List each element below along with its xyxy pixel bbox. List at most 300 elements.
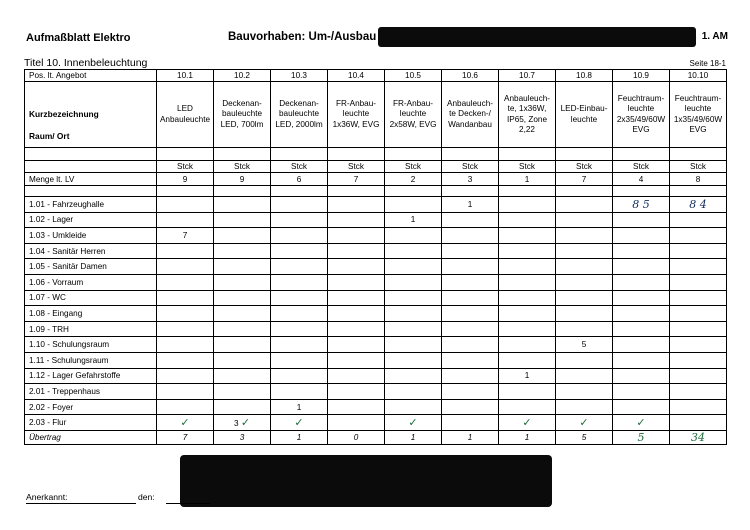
row-12-cell-6 bbox=[442, 368, 499, 384]
row-descriptions bbox=[25, 82, 727, 148]
quantity-lv-cell-9: 4 bbox=[613, 173, 670, 186]
table-row bbox=[25, 352, 727, 368]
handwritten-mark: ✓ bbox=[294, 416, 304, 430]
description-cell-4: FR-Anbau- leuchte 1x36W, EVG bbox=[328, 82, 385, 148]
row-7-cell-3 bbox=[271, 290, 328, 306]
row-3-cell-1 bbox=[157, 228, 214, 244]
row-5-cell-8 bbox=[556, 259, 613, 275]
table-row bbox=[25, 243, 727, 259]
spacer-cell-4 bbox=[328, 148, 385, 161]
table-row bbox=[25, 306, 727, 322]
quantity-lv-label: Menge lt. LV bbox=[25, 173, 157, 186]
room-label-14: 2.02 - Foyer bbox=[25, 399, 157, 415]
gap-cell-3 bbox=[271, 186, 328, 197]
row-2-cell-7 bbox=[499, 212, 556, 228]
cell-value: 3 bbox=[233, 419, 239, 429]
row-9-cell-5 bbox=[385, 321, 442, 337]
row-1-cell-4 bbox=[328, 197, 385, 213]
row-9-cell-4 bbox=[328, 321, 385, 337]
row-11-cell-5 bbox=[385, 352, 442, 368]
carryover-value: 5 bbox=[581, 432, 587, 442]
row-13-cell-1 bbox=[157, 384, 214, 400]
position-header-label: Pos. lt. Angebot bbox=[25, 70, 157, 82]
room-label-4: 1.04 - Sanitär Herren bbox=[25, 243, 157, 259]
row-2-cell-5 bbox=[385, 212, 442, 228]
row-3-cell-2 bbox=[214, 228, 271, 244]
row-2-cell-8 bbox=[556, 212, 613, 228]
carryover-cell-1 bbox=[157, 430, 214, 444]
row-15-cell-10 bbox=[670, 415, 727, 431]
row-5-cell-7 bbox=[499, 259, 556, 275]
row-2-cell-6 bbox=[442, 212, 499, 228]
row-15-cell-1 bbox=[157, 415, 214, 431]
position-cell-2: 10.2 bbox=[214, 70, 271, 82]
handwritten-mark: ✓ bbox=[240, 416, 251, 430]
row-12-cell-7 bbox=[499, 368, 556, 384]
row-9-cell-9 bbox=[613, 321, 670, 337]
cell-value: 1 bbox=[467, 199, 473, 209]
row-5-cell-1 bbox=[157, 259, 214, 275]
row-11-cell-8 bbox=[556, 352, 613, 368]
description-cell-1: LED Anbauleuchte bbox=[157, 82, 214, 148]
room-label-15: 2.03 - Flur bbox=[25, 415, 157, 431]
row-13-cell-7 bbox=[499, 384, 556, 400]
row-15-cell-6 bbox=[442, 415, 499, 431]
row-1-cell-9 bbox=[613, 197, 670, 213]
handwritten-mark: ✓ bbox=[180, 416, 190, 430]
row-9-cell-3 bbox=[271, 321, 328, 337]
position-cell-5: 10.5 bbox=[385, 70, 442, 82]
cell-value: 5 bbox=[581, 340, 587, 350]
table-row bbox=[25, 368, 727, 384]
row-4-cell-8 bbox=[556, 243, 613, 259]
position-cell-1: 10.1 bbox=[157, 70, 214, 82]
cell-value: 1 bbox=[410, 215, 416, 225]
description-cell-10: Feuchtraum- leuchte 1x35/49/60W EVG bbox=[670, 82, 727, 148]
redaction-block-footer bbox=[180, 455, 552, 507]
room-label-9: 1.09 - TRH bbox=[25, 321, 157, 337]
row-1-cell-6 bbox=[442, 197, 499, 213]
row-10-cell-2 bbox=[214, 337, 271, 353]
row-8-cell-8 bbox=[556, 306, 613, 322]
gap-label bbox=[25, 186, 157, 197]
row-11-cell-1 bbox=[157, 352, 214, 368]
gap-cell-10 bbox=[670, 186, 727, 197]
row-8-cell-9 bbox=[613, 306, 670, 322]
description-cell-7: Anbauleuch- te, 1x36W, IP65, Zone 2,22 bbox=[499, 82, 556, 148]
row-9-cell-6 bbox=[442, 321, 499, 337]
position-cell-8: 10.8 bbox=[556, 70, 613, 82]
row-10-cell-6 bbox=[442, 337, 499, 353]
handwritten-mark: ✓ bbox=[636, 416, 646, 430]
position-cell-9: 10.9 bbox=[613, 70, 670, 82]
acknowledged-label: Anerkannt: bbox=[26, 492, 68, 502]
row-1-cell-1 bbox=[157, 197, 214, 213]
unit-cell-1: Stck bbox=[157, 161, 214, 173]
quantity-lv-cell-10: 8 bbox=[670, 173, 727, 186]
unit-cell-7: Stck bbox=[499, 161, 556, 173]
row-10-cell-1 bbox=[157, 337, 214, 353]
row-1-cell-2 bbox=[214, 197, 271, 213]
row-14-cell-1 bbox=[157, 399, 214, 415]
row-10-cell-8 bbox=[556, 337, 613, 353]
carryover-cell-10 bbox=[670, 430, 727, 444]
date-label: den: bbox=[138, 492, 155, 502]
row-4-cell-4 bbox=[328, 243, 385, 259]
row-15-cell-5 bbox=[385, 415, 442, 431]
description-cell-9: Feuchtraum- leuchte 2x35/49/60W EVG bbox=[613, 82, 670, 148]
row-12-cell-9 bbox=[613, 368, 670, 384]
row-8-cell-3 bbox=[271, 306, 328, 322]
row-3-cell-9 bbox=[613, 228, 670, 244]
row-14-cell-8 bbox=[556, 399, 613, 415]
row-13-cell-6 bbox=[442, 384, 499, 400]
gap-cell-6 bbox=[442, 186, 499, 197]
description-cell-3: Deckenan- bauleuchte LED, 2000lm bbox=[271, 82, 328, 148]
position-cell-4: 10.4 bbox=[328, 70, 385, 82]
quantity-lv-cell-8: 7 bbox=[556, 173, 613, 186]
position-cell-7: 10.7 bbox=[499, 70, 556, 82]
row-6-cell-1 bbox=[157, 274, 214, 290]
gap-cell-5 bbox=[385, 186, 442, 197]
handwritten-mark: 8 4 bbox=[689, 197, 707, 211]
position-cell-6: 10.6 bbox=[442, 70, 499, 82]
row-1-cell-8 bbox=[556, 197, 613, 213]
row-4-cell-2 bbox=[214, 243, 271, 259]
room-label-7: 1.07 - WC bbox=[25, 290, 157, 306]
row-15-cell-7 bbox=[499, 415, 556, 431]
row-6-cell-5 bbox=[385, 274, 442, 290]
row-7-cell-9 bbox=[613, 290, 670, 306]
row-7-cell-2 bbox=[214, 290, 271, 306]
row-4-cell-6 bbox=[442, 243, 499, 259]
row-spacer bbox=[25, 148, 727, 161]
carryover-value: 1 bbox=[410, 432, 416, 442]
spacer-cell-5 bbox=[385, 148, 442, 161]
room-label-1: 1.01 - Fahrzeughalle bbox=[25, 197, 157, 213]
section-title: Titel 10. Innenbeleuchtung bbox=[24, 57, 148, 69]
row-13-cell-2 bbox=[214, 384, 271, 400]
row-9-cell-7 bbox=[499, 321, 556, 337]
row-14-cell-9 bbox=[613, 399, 670, 415]
row-4-cell-1 bbox=[157, 243, 214, 259]
quantity-lv-cell-1: 9 bbox=[157, 173, 214, 186]
row-10-cell-7 bbox=[499, 337, 556, 353]
row-1-cell-3 bbox=[271, 197, 328, 213]
table-body bbox=[25, 70, 727, 445]
position-cell-3: 10.3 bbox=[271, 70, 328, 82]
spacer-cell-10 bbox=[670, 148, 727, 161]
row-10-cell-4 bbox=[328, 337, 385, 353]
gap-cell-9 bbox=[613, 186, 670, 197]
row-8-cell-5 bbox=[385, 306, 442, 322]
position-cell-10: 10.10 bbox=[670, 70, 727, 82]
row-11-cell-6 bbox=[442, 352, 499, 368]
spacer-cell-3 bbox=[271, 148, 328, 161]
row-11-cell-9 bbox=[613, 352, 670, 368]
row-7-cell-10 bbox=[670, 290, 727, 306]
row-15-cell-3 bbox=[271, 415, 328, 431]
unit-cell-5: Stck bbox=[385, 161, 442, 173]
row-7-cell-7 bbox=[499, 290, 556, 306]
row-2-cell-1 bbox=[157, 212, 214, 228]
row-8-cell-7 bbox=[499, 306, 556, 322]
quantity-lv-cell-4: 7 bbox=[328, 173, 385, 186]
row-1-cell-10 bbox=[670, 197, 727, 213]
carryover-cell-3 bbox=[271, 430, 328, 444]
row-13-cell-8 bbox=[556, 384, 613, 400]
quantity-lv-cell-6: 3 bbox=[442, 173, 499, 186]
row-7-cell-5 bbox=[385, 290, 442, 306]
row-15-cell-2 bbox=[214, 415, 271, 431]
row-8-cell-4 bbox=[328, 306, 385, 322]
row-14-cell-4 bbox=[328, 399, 385, 415]
row-8-cell-2 bbox=[214, 306, 271, 322]
row-9-cell-2 bbox=[214, 321, 271, 337]
handwritten-mark: ✓ bbox=[522, 416, 532, 430]
row-2-cell-10 bbox=[670, 212, 727, 228]
spacer-cell-7 bbox=[499, 148, 556, 161]
signature-line-right bbox=[166, 503, 210, 504]
carryover-cell-5 bbox=[385, 430, 442, 444]
row-11-cell-3 bbox=[271, 352, 328, 368]
row-8-cell-6 bbox=[442, 306, 499, 322]
row-5-cell-5 bbox=[385, 259, 442, 275]
row-13-cell-5 bbox=[385, 384, 442, 400]
description-cell-6: Anbauleuch- te Decken-/ Wandanbau bbox=[442, 82, 499, 148]
quantity-lv-cell-5: 2 bbox=[385, 173, 442, 186]
table-row bbox=[25, 228, 727, 244]
row-6-cell-3 bbox=[271, 274, 328, 290]
row-13-cell-3 bbox=[271, 384, 328, 400]
carryover-value: 1 bbox=[467, 432, 473, 442]
row-12-cell-2 bbox=[214, 368, 271, 384]
row-5-cell-2 bbox=[214, 259, 271, 275]
unit-cell-6: Stck bbox=[442, 161, 499, 173]
spacer-cell-6 bbox=[442, 148, 499, 161]
unit-cell-8: Stck bbox=[556, 161, 613, 173]
row-7-cell-6 bbox=[442, 290, 499, 306]
spacer-label bbox=[25, 148, 157, 161]
row-14-cell-2 bbox=[214, 399, 271, 415]
quantity-lv-cell-2: 9 bbox=[214, 173, 271, 186]
carryover-value: 3 bbox=[239, 432, 245, 442]
row-3-cell-6 bbox=[442, 228, 499, 244]
row-4-cell-9 bbox=[613, 243, 670, 259]
row-3-cell-8 bbox=[556, 228, 613, 244]
row-2-cell-4 bbox=[328, 212, 385, 228]
table-row bbox=[25, 415, 727, 431]
handwritten-mark: 8 5 bbox=[632, 197, 650, 211]
handwritten-carryover: 34 bbox=[691, 430, 705, 444]
row-8-cell-1 bbox=[157, 306, 214, 322]
row-12-cell-10 bbox=[670, 368, 727, 384]
unit-cell-10: Stck bbox=[670, 161, 727, 173]
row-12-cell-8 bbox=[556, 368, 613, 384]
carryover-cell-6 bbox=[442, 430, 499, 444]
row-6-cell-8 bbox=[556, 274, 613, 290]
row-4-cell-5 bbox=[385, 243, 442, 259]
table-row bbox=[25, 399, 727, 415]
row-14-cell-3 bbox=[271, 399, 328, 415]
description-cell-8: LED-Einbau- leuchte bbox=[556, 82, 613, 148]
unit-cell-9: Stck bbox=[613, 161, 670, 173]
carryover-cell-4 bbox=[328, 430, 385, 444]
carryover-cell-8 bbox=[556, 430, 613, 444]
quantity-lv-cell-3: 6 bbox=[271, 173, 328, 186]
spacer-cell-9 bbox=[613, 148, 670, 161]
carryover-cell-7 bbox=[499, 430, 556, 444]
project-label: Bauvorhaben: Um-/Ausbau bbox=[228, 31, 377, 43]
unit-row-label bbox=[25, 161, 157, 173]
page-label: Seite 18-1 bbox=[689, 59, 726, 68]
description-cell-5: FR-Anbau- leuchte 2x58W, EVG bbox=[385, 82, 442, 148]
row-10-cell-10 bbox=[670, 337, 727, 353]
measurement-number: 1. AM bbox=[701, 31, 728, 42]
gap-cell-1 bbox=[157, 186, 214, 197]
room-label-8: 1.08 - Eingang bbox=[25, 306, 157, 322]
signature-line-left bbox=[26, 503, 136, 504]
table-row bbox=[25, 321, 727, 337]
row-3-cell-10 bbox=[670, 228, 727, 244]
row-13-cell-9 bbox=[613, 384, 670, 400]
handwritten-mark: ✓ bbox=[408, 416, 418, 430]
room-label-11: 1.11 - Schulungsraum bbox=[25, 352, 157, 368]
room-label-13: 2.01 - Treppenhaus bbox=[25, 384, 157, 400]
row-12-cell-5 bbox=[385, 368, 442, 384]
row-14-cell-5 bbox=[385, 399, 442, 415]
row-10-cell-9 bbox=[613, 337, 670, 353]
gap-cell-4 bbox=[328, 186, 385, 197]
cell-value: 1 bbox=[524, 371, 530, 381]
room-label-2: 1.02 - Lager bbox=[25, 212, 157, 228]
row-11-cell-4 bbox=[328, 352, 385, 368]
row-5-cell-4 bbox=[328, 259, 385, 275]
row-4-cell-10 bbox=[670, 243, 727, 259]
row-14-cell-6 bbox=[442, 399, 499, 415]
row-8-cell-10 bbox=[670, 306, 727, 322]
row-6-cell-7 bbox=[499, 274, 556, 290]
row-3-cell-7 bbox=[499, 228, 556, 244]
quantity-lv-cell-7: 1 bbox=[499, 173, 556, 186]
row-5-cell-6 bbox=[442, 259, 499, 275]
room-label-5: 1.05 - Sanitär Damen bbox=[25, 259, 157, 275]
row-2-cell-2 bbox=[214, 212, 271, 228]
row-7-cell-1 bbox=[157, 290, 214, 306]
row-3-cell-3 bbox=[271, 228, 328, 244]
cell-value: 7 bbox=[182, 230, 188, 240]
unit-cell-3: Stck bbox=[271, 161, 328, 173]
row-7-cell-4 bbox=[328, 290, 385, 306]
row-12-cell-3 bbox=[271, 368, 328, 384]
measurement-table bbox=[24, 69, 727, 445]
row-11-cell-2 bbox=[214, 352, 271, 368]
row-15-cell-4 bbox=[328, 415, 385, 431]
table-row bbox=[25, 197, 727, 213]
row-15-cell-8 bbox=[556, 415, 613, 431]
carryover-cell-9 bbox=[613, 430, 670, 444]
table-row bbox=[25, 384, 727, 400]
measurement-table-wrapper bbox=[24, 69, 726, 445]
room-label-6: 1.06 - Vorraum bbox=[25, 274, 157, 290]
row-11-cell-10 bbox=[670, 352, 727, 368]
gap-cell-2 bbox=[214, 186, 271, 197]
row-5-cell-10 bbox=[670, 259, 727, 275]
row-2-cell-3 bbox=[271, 212, 328, 228]
redaction-block-header bbox=[378, 27, 696, 47]
unit-cell-2: Stck bbox=[214, 161, 271, 173]
row-9-cell-10 bbox=[670, 321, 727, 337]
row-14-cell-7 bbox=[499, 399, 556, 415]
row-13-cell-10 bbox=[670, 384, 727, 400]
table-row bbox=[25, 290, 727, 306]
cell-value: 1 bbox=[296, 402, 302, 412]
row-12-cell-1 bbox=[157, 368, 214, 384]
table-row bbox=[25, 274, 727, 290]
table-row bbox=[25, 259, 727, 275]
spacer-cell-1 bbox=[157, 148, 214, 161]
carryover-label: Übertrag bbox=[25, 430, 157, 444]
room-label-3: 1.03 - Umkleide bbox=[25, 228, 157, 244]
spacer-cell-2 bbox=[214, 148, 271, 161]
row-3-cell-5 bbox=[385, 228, 442, 244]
row-11-cell-7 bbox=[499, 352, 556, 368]
gap-cell-7 bbox=[499, 186, 556, 197]
carryover-cell-2 bbox=[214, 430, 271, 444]
row-10-cell-3 bbox=[271, 337, 328, 353]
row-13-cell-4 bbox=[328, 384, 385, 400]
row-9-cell-8 bbox=[556, 321, 613, 337]
spacer-cell-8 bbox=[556, 148, 613, 161]
carryover-value: 7 bbox=[182, 432, 188, 442]
row-gap bbox=[25, 186, 727, 197]
sheet-title: Aufmaßblatt Elektro bbox=[26, 32, 131, 44]
row-1-cell-5 bbox=[385, 197, 442, 213]
row-4-cell-7 bbox=[499, 243, 556, 259]
carryover-value: 1 bbox=[524, 432, 530, 442]
carryover-value: 0 bbox=[353, 432, 359, 442]
carryover-value: 1 bbox=[296, 432, 302, 442]
row-14-cell-10 bbox=[670, 399, 727, 415]
unit-cell-4: Stck bbox=[328, 161, 385, 173]
row-6-cell-10 bbox=[670, 274, 727, 290]
row-4-cell-3 bbox=[271, 243, 328, 259]
row-3-cell-4 bbox=[328, 228, 385, 244]
table-row bbox=[25, 212, 727, 228]
handwritten-mark: ✓ bbox=[579, 416, 589, 430]
room-label-12: 1.12 - Lager Gefahrstoffe bbox=[25, 368, 157, 384]
row-positions bbox=[25, 70, 727, 82]
row-6-cell-9 bbox=[613, 274, 670, 290]
row-2-cell-9 bbox=[613, 212, 670, 228]
row-5-cell-9 bbox=[613, 259, 670, 275]
row-15-cell-9 bbox=[613, 415, 670, 431]
table-row bbox=[25, 337, 727, 353]
description-cell-2: Deckenan- bauleuchte LED, 700lm bbox=[214, 82, 271, 148]
gap-cell-8 bbox=[556, 186, 613, 197]
room-label-10: 1.10 - Schulungsraum bbox=[25, 337, 157, 353]
row-carryover bbox=[25, 430, 727, 444]
row-6-cell-2 bbox=[214, 274, 271, 290]
row-units bbox=[25, 161, 727, 173]
row-12-cell-4 bbox=[328, 368, 385, 384]
row-7-cell-8 bbox=[556, 290, 613, 306]
row-9-cell-1 bbox=[157, 321, 214, 337]
handwritten-carryover: 5 bbox=[637, 430, 645, 444]
row-5-cell-3 bbox=[271, 259, 328, 275]
description-header-label: Kurzbezeichnung Raum/ Ort bbox=[25, 82, 157, 148]
row-quantity-lv bbox=[25, 173, 727, 186]
